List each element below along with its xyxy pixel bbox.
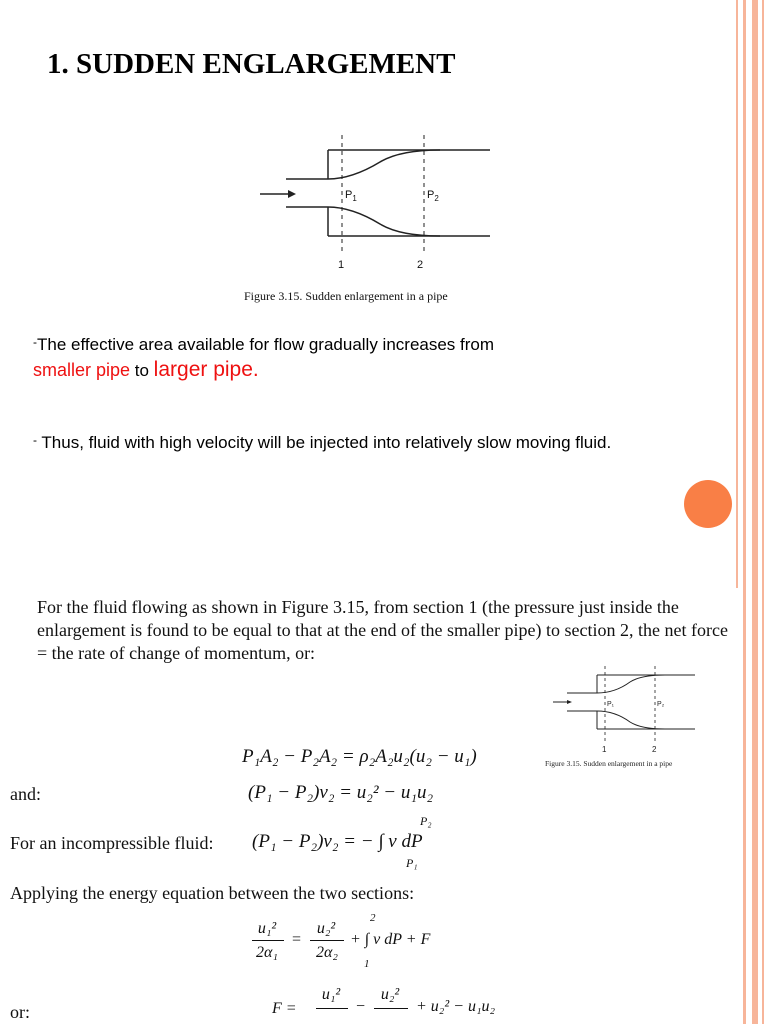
scanned-textbook-excerpt xyxy=(0,588,740,1024)
energy-equation: u₁² 2α₁ = u₂² 2α₂ + ∫ v dP + F 2 1 xyxy=(252,920,552,974)
decorative-circle xyxy=(684,480,732,528)
small-fig-s1: 1 xyxy=(602,745,607,754)
and-label: and: xyxy=(10,784,41,804)
paragraph-area-increase: -The effective area available for flow gradually increases from smaller pipe to larger pipe. xyxy=(33,335,495,381)
figure-caption: Figure 3.15. Sudden enlargement in a pipe xyxy=(244,289,448,303)
integral-lower-limit: P₁ xyxy=(406,856,418,870)
equation-and: (P₁ − P₂)v₂ = u₂² − u₁u₂ xyxy=(248,782,434,803)
energy-equation-label: Applying the energy equation between the two sections: xyxy=(10,883,415,903)
momentum-equation: P₁A₂ − P₂A₂ = ρ₂A₂u₂(u₂ − u₁) xyxy=(242,746,477,767)
scanned-intro-text: For the fluid flowing as shown in Figure 3.15, from section 1 (the pressure just inside the enlargement is found to be equal to that at the end of the smaller pipe) to section 2, the net force = the rate of change of momentum, or: xyxy=(37,597,728,663)
label-p1: $P_1$ xyxy=(345,189,357,203)
incompressible-label: For an incompressible fluid: xyxy=(10,833,214,853)
small-fig-caption: Figure 3.15. Sudden enlargement in a pipe xyxy=(545,759,673,768)
paragraph-high-velocity: - Thus, fluid with high velocity will be injected into relatively slow moving fluid. xyxy=(33,433,612,452)
border-stripe xyxy=(762,0,764,1024)
small-enlargement-figure xyxy=(545,662,735,772)
section-1-label: 1 xyxy=(338,259,345,271)
label-p2: $P_2$ xyxy=(427,189,439,203)
highlight-larger-pipe: larger pipe. xyxy=(153,358,259,381)
small-fig-p2: P₂ xyxy=(657,701,665,708)
or-label: or: xyxy=(10,1002,30,1022)
slide-title: 1. SUDDEN ENGLARGEMENT xyxy=(47,48,456,80)
section-2-label: 2 xyxy=(417,259,424,271)
head-loss-equation: F = u₁² − u₂² + u₂² − u₁u₂ xyxy=(272,986,496,1017)
incompressible-equation: (P₁ − P₂)v₂ = − ∫ v dP xyxy=(252,831,423,852)
enlargement-figure xyxy=(240,130,540,310)
small-fig-p1: P₁ xyxy=(607,701,615,708)
border-stripe xyxy=(743,0,746,1024)
integral-upper-limit: P₂ xyxy=(420,814,432,828)
small-fig-s2: 2 xyxy=(652,745,657,754)
border-stripe xyxy=(752,0,758,1024)
highlight-smaller-pipe: smaller pipe xyxy=(33,360,131,380)
